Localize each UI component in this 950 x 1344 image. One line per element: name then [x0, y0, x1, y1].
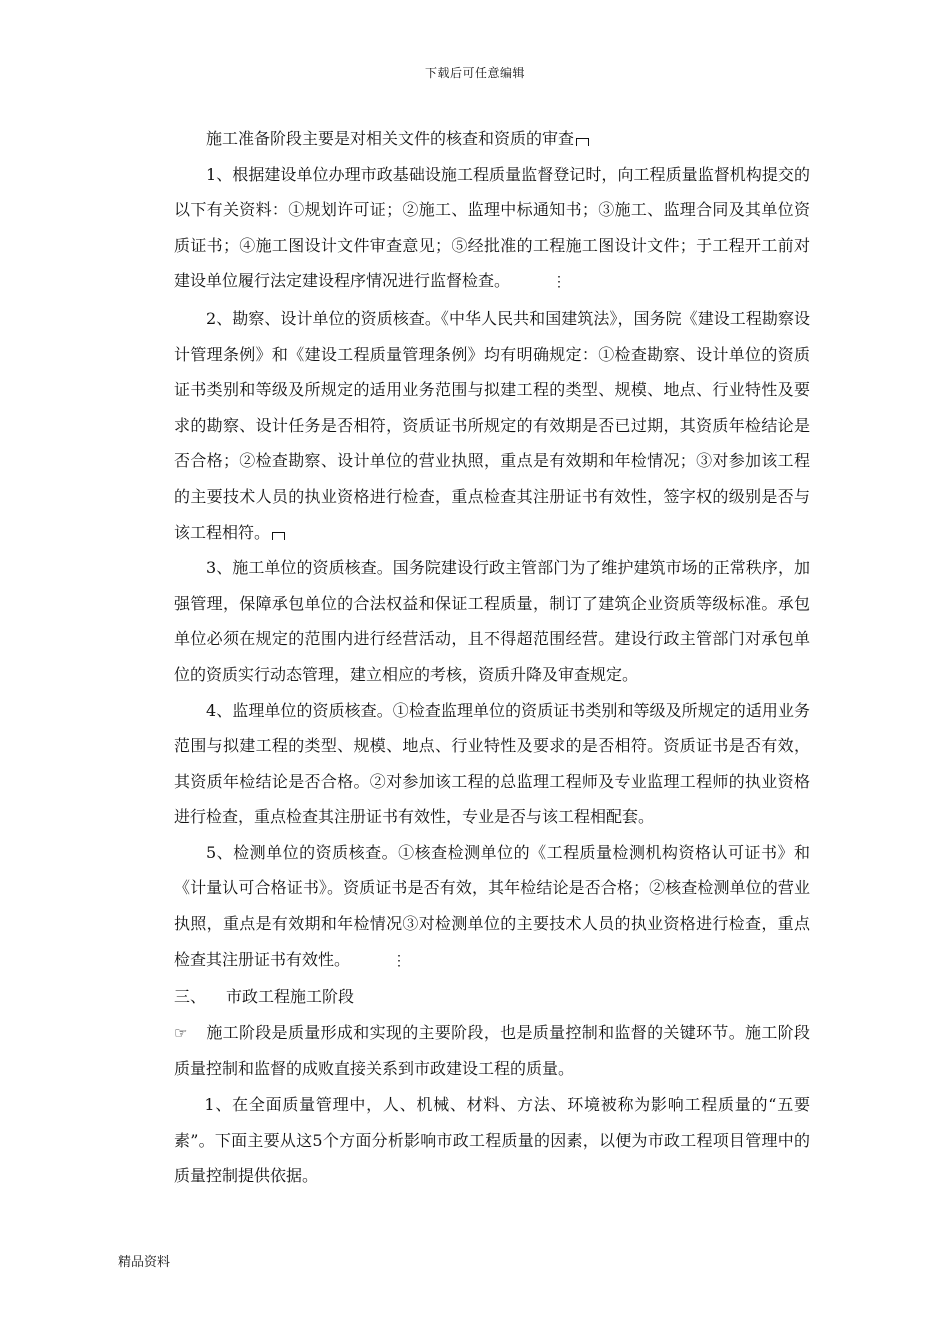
dots-mark: ⋮ — [392, 952, 407, 969]
document-body — [174, 121, 810, 1194]
paragraph-2 — [174, 301, 810, 550]
paragraph-intro — [174, 121, 810, 157]
paragraph-3-text: 3、施工单位的资质核查。国务院建设行政主管部门为了维护建筑市场的正常秩序，加强管理，保障承包单位的合法权益和保证工程质量，制订了建筑企业资质等级标准。承包单位必须在规定的范围内进行经营活动，且不得超范围经营。建设行政主管部门对承包单位的资质实行动态管理，建立相应的考核，资质升降及审查规定。 — [174, 558, 810, 684]
dots-mark: ⋮ — [552, 274, 567, 291]
section-heading — [174, 979, 810, 1015]
page-footer: 精品资料 — [118, 1255, 171, 1270]
paragraph-5-text: 5、检测单位的资质核查。①核查检测单位的《工程质量检测机构资格认可证书》和《计量认可合格证书》。资质证书是否有效，其年检结论是否合格；②核查检测单位的营业执照，重点是有效期和年检情况③对检测单位的主要技术人员的执业资格进行检查，重点检查其注册证书有效性。 — [174, 842, 810, 969]
section-intro-text: 施工阶段是质量形成和实现的主要阶段，也是质量控制和监督的关键环节。施工阶段质量控制和监督的成败直接关系到市政建设工程的质量。 — [174, 1022, 810, 1079]
paragraph-1-text: 1、根据建设单位办理市政基础设施工程质量监督登记时，向工程质量监督机构提交的以下有关资料：①规划许可证；②施工、监理中标通知书；③施工、监理合同及其单位资质证书；④施工图设计文件审查意见；⑤经批准的工程施工图设计文件；于工程开工前对建设单位履行法定建设程序情况进行监督检查。 — [174, 164, 810, 291]
section-intro — [174, 1015, 810, 1087]
section-number: 三、 — [174, 987, 207, 1007]
page-header: 下载后可任意编辑 — [424, 66, 525, 80]
paragraph-2-text: 2、勘察、设计单位的资质核查。《中华人民共和国建筑法》，国务院《建设工程勘察设计管理条例》和《建设工程质量管理条例》均有明确规定：①检查勘察、设计单位的资质证书类别和等级及所规定的适用业务范围与拟建工程的类型、规模、地点、行业特性及要求的勘察、设计任务是否相符，资质证书所规定的有效期是否已过期，其资质年检结论是否合格；②检查勘察、设计单位的营业执照，重点是有效期和年检情况；③对参加该工程的主要技术人员的执业资格进行检查，重点检查其注册证书有效性，签字权的级别是否与该工程相符。 — [174, 308, 810, 542]
paragraph-1 — [174, 157, 810, 301]
paragraph-5 — [174, 835, 810, 979]
paragraph-mark-icon — [272, 532, 285, 540]
paragraph-4-text: 4、监理单位的资质核查。①检查监理单位的资质证书类别和等级及所规定的适用业务范围与拟建工程的类型、规模、地点、行业特性及要求的是否相符。资质证书是否有效，其资质年检结论是否合格。②对参加该工程的总监理工程师及专业监理工程师的执业资格进行检查，重点检查其注册证书有效性，专业是否与该工程相配套。 — [174, 700, 810, 827]
hand-pointing-icon: ☞ — [174, 1023, 188, 1042]
paragraph-3 — [174, 550, 810, 692]
section-title: 市政工程施工阶段 — [226, 987, 355, 1007]
paragraph-4 — [174, 693, 810, 835]
paragraph-mark-icon — [576, 138, 589, 146]
section-paragraph-1 — [174, 1087, 810, 1194]
paragraph-intro-text: 施工准备阶段主要是对相关文件的核查和资质的审查 — [206, 129, 575, 148]
section-paragraph-1-text: 1、在全面质量管理中，人、机械、材料、方法、环境被称为影响工程质量的“五要素”。下面主要从这5个方面分析影响市政工程质量的因素，以便为市政工程项目管理中的质量控制提供依据。 — [174, 1095, 810, 1186]
